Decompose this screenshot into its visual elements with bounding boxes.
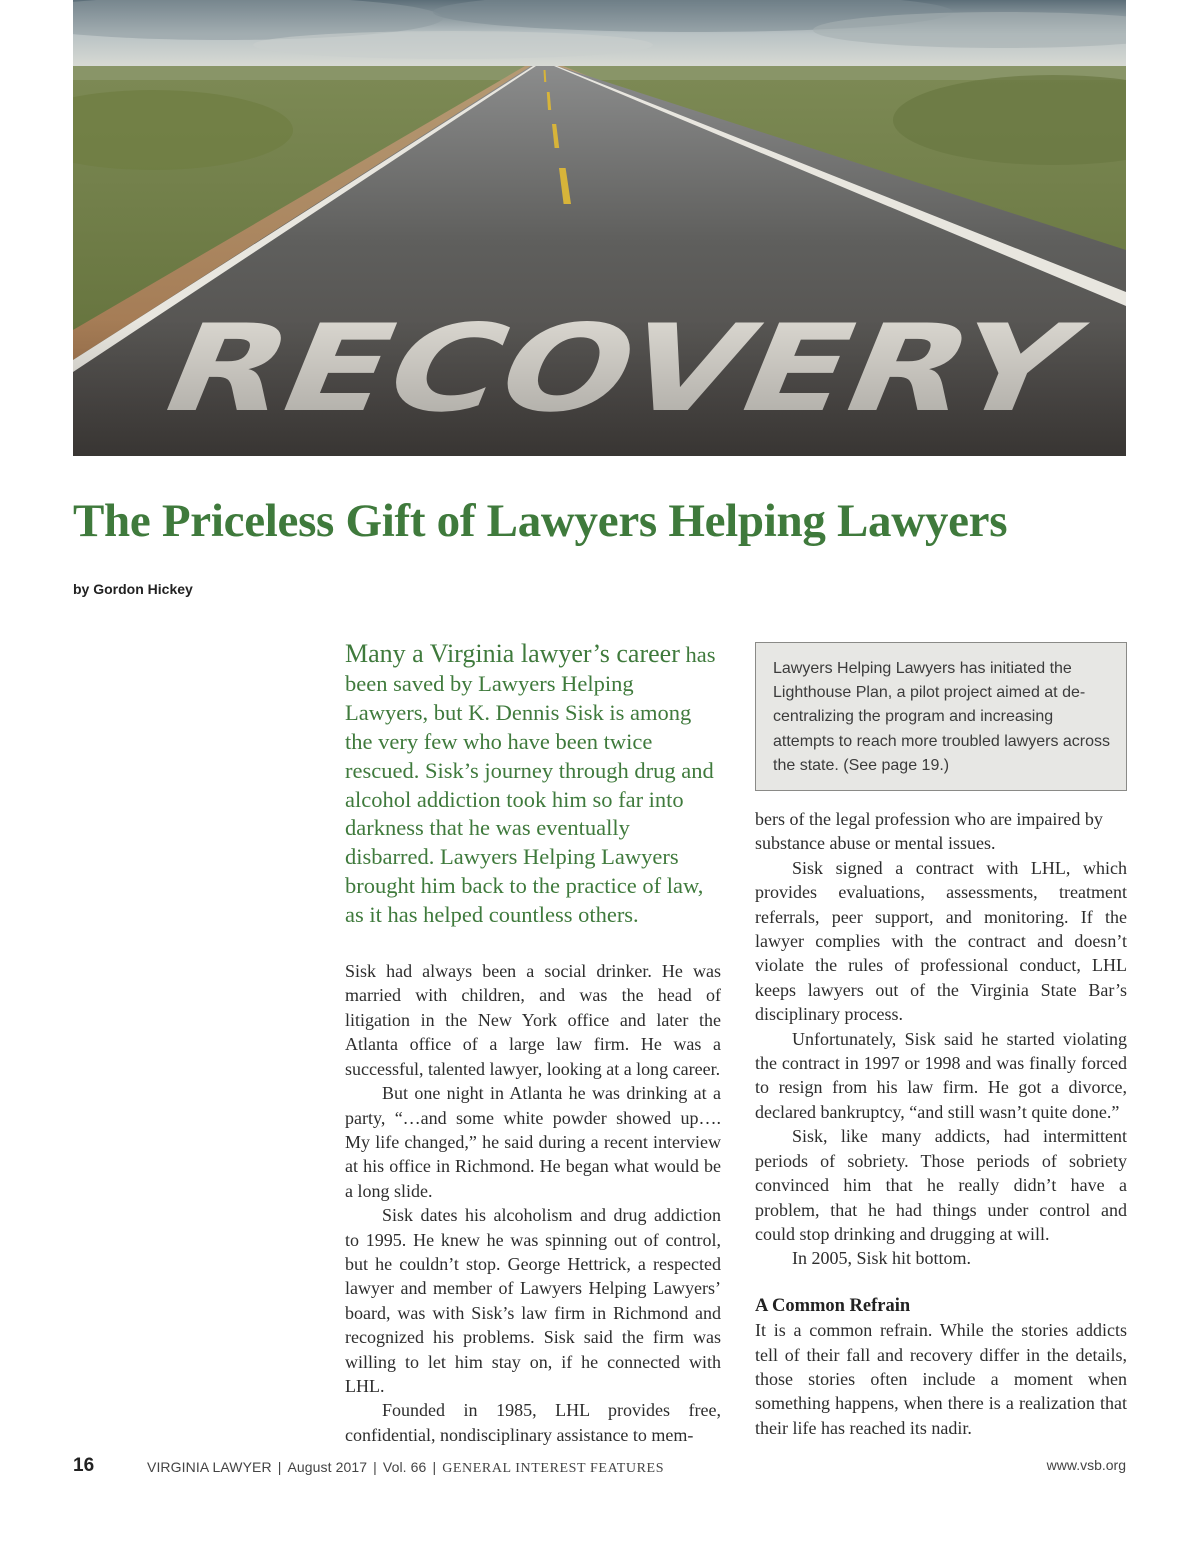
volume: Vol. 66 <box>382 1459 427 1475</box>
website-url: www.vsb.org <box>1046 1457 1126 1473</box>
lead-rest: has been saved by Lawyers Helping Lawyers, but K. Dennis Sisk is among the very few who have been twice rescued. Sisk’s journey through drug and alcohol addiction took him so far into darkness that he was eventually disbarred. Lawyers Helping Lawyers brought him back to the practice of law, as it has helped countless others. <box>345 642 716 928</box>
body-paragraph: Sisk dates his alcoholism and drug addiction to 1995. He knew he was spinning out of control, but he couldn’t stop. George Hettrick, a respected lawyer and member of Lawyers Helping Lawyers’ board, was with Sisk’s law firm in Richmond and recognized his problems. Sisk said the firm was willing to let him stay on, if he connected with LHL. <box>345 1205 721 1396</box>
byline: by Gordon Hickey <box>73 581 193 597</box>
hero-photo <box>73 0 1126 456</box>
folio-separator: | <box>432 1459 437 1475</box>
body-paragraph: Unfortunately, Sisk said he started violating the contract in 1997 or 1998 and was finally forced to resign from his law firm. He got a divorce, declared bankruptcy, “and still wasn’t quite done.” <box>755 1028 1127 1122</box>
sidebar-callout: Lawyers Helping Lawyers has initiated the Lighthouse Plan, a pilot project aimed at de-centralizing the program and increasing attempts to reach more troubled lawyers across the state. (See page 19.) <box>755 642 1127 791</box>
page-footer <box>73 1455 1126 1485</box>
folio-separator: | <box>373 1459 377 1475</box>
section-subhead: A Common Refrain <box>755 1295 911 1316</box>
article-title: The Priceless Gift of Lawyers Helping Lawyers <box>73 495 1008 547</box>
issue-date: August 2017 <box>287 1459 368 1475</box>
body-paragraph: It is a common refrain. While the stories addicts tell of their fall and recovery differ in the details, those stories often include a moment when something happens, when there is a realization that their life has reached its nadir. <box>755 1320 1127 1438</box>
page-number: 16 <box>73 1455 95 1476</box>
section-name: GENERAL INTEREST FEATURES <box>442 1461 665 1476</box>
body-paragraph: Sisk, like many addicts, had intermittent periods of sobriety. Those periods of sobriety convinced him that he really didn’t have a problem, that he had things under control and could stop drinking and drugging at will. <box>755 1126 1127 1244</box>
body-paragraph: Sisk signed a contract with LHL, which provides evaluations, assessments, treatment referrals, peer support, and monitoring. If the lawyer complies with the contract and doesn’t violate the rules of professional conduct, LHL keeps lawyers out of the Virginia State Bar’s disciplinary process. <box>755 857 1127 1025</box>
road-illustration <box>73 0 1126 456</box>
body-paragraph: bers of the legal profession who are impaired by substance abuse or mental issues. <box>755 809 1103 854</box>
publication-name: VIRGINIA LAWYER <box>147 1459 272 1475</box>
left-column <box>345 640 721 1447</box>
right-column <box>755 807 1127 1440</box>
folio-separator: | <box>277 1459 282 1475</box>
body-paragraph: Sisk had always been a social drinker. He was married with children, and was the head of litigation in the New York office and later the Atlanta office of a large law firm. He was a successful, talented lawyer, looking at a long career. <box>345 961 721 1079</box>
body-paragraph: Founded in 1985, LHL provides free, confidential, nondisciplinary assistance to mem- <box>345 1400 721 1445</box>
folio <box>147 1459 664 1477</box>
body-paragraph: In 2005, Sisk hit bottom. <box>792 1248 972 1269</box>
lead-paragraph <box>345 640 721 930</box>
lead-first-line: Many a Virginia lawyer’s career <box>345 639 680 668</box>
body-paragraph: But one night in Atlanta he was drinking at a party, “…and some white powder showed up…. My life changed,” he said during a recent interview at his office in Richmond. He began what would be a long slide. <box>345 1083 721 1201</box>
